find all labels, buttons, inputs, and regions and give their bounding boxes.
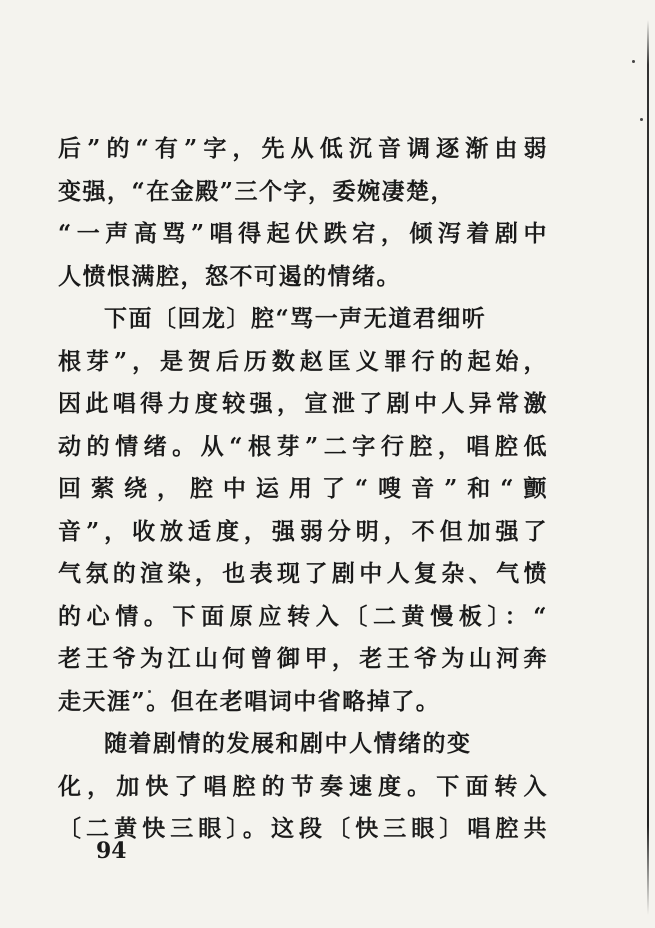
- text-line: 因此唱得力度较强，宣泄了剧中人异常激: [58, 390, 548, 417]
- text-line: 〔二黄快三眼〕。这段〔快三眼〕唱腔共: [58, 815, 548, 842]
- text-line: 下面〔回龙〕腔“骂一声无道君细听: [104, 305, 487, 332]
- text-line: 人愤恨满腔，怒不可遏的情绪。: [58, 262, 401, 290]
- text-line: 走天涯”。但在老唱词中省略掉了。: [58, 687, 441, 715]
- page-number: 94: [96, 838, 127, 864]
- body-text: [58, 128, 548, 851]
- text-line: 回萦绕，腔中运用了“嗖音”和“颤: [58, 475, 548, 502]
- text-line: 化，加快了唱腔的节奏速度。下面转入: [58, 772, 548, 800]
- text-line: 变强，“在金殿”三个字，委婉凄楚，: [58, 177, 455, 205]
- page-edge-line: [647, 20, 649, 915]
- text-line: 音”，收放适度，强弱分明，不但加强了: [58, 517, 548, 545]
- scan-speck: [640, 118, 643, 121]
- text-line: “一声高骂”唱得起伏跌宕，倾泻着剧中: [58, 220, 548, 247]
- scan-speck: [632, 60, 635, 63]
- text-line: 的心情。下面原应转入〔二黄慢板〕：“: [58, 602, 548, 630]
- text-line: 后”的“有”字，先从低沉音调逐渐由弱: [58, 135, 548, 162]
- text-line: 随着剧情的发展和剧中人情绪的变: [104, 730, 472, 757]
- text-line: 动的情绪。从“根芽”二字行腔，唱腔低: [58, 432, 548, 460]
- text-line: 老王爷为江山何曾御甲，老王爷为山河奔: [58, 645, 548, 672]
- text-line: 气氛的渲染，也表现了剧中人复杂、气愤: [58, 560, 548, 587]
- text-line: 根芽”，是贺后历数赵匡义罪行的起始，: [58, 347, 548, 375]
